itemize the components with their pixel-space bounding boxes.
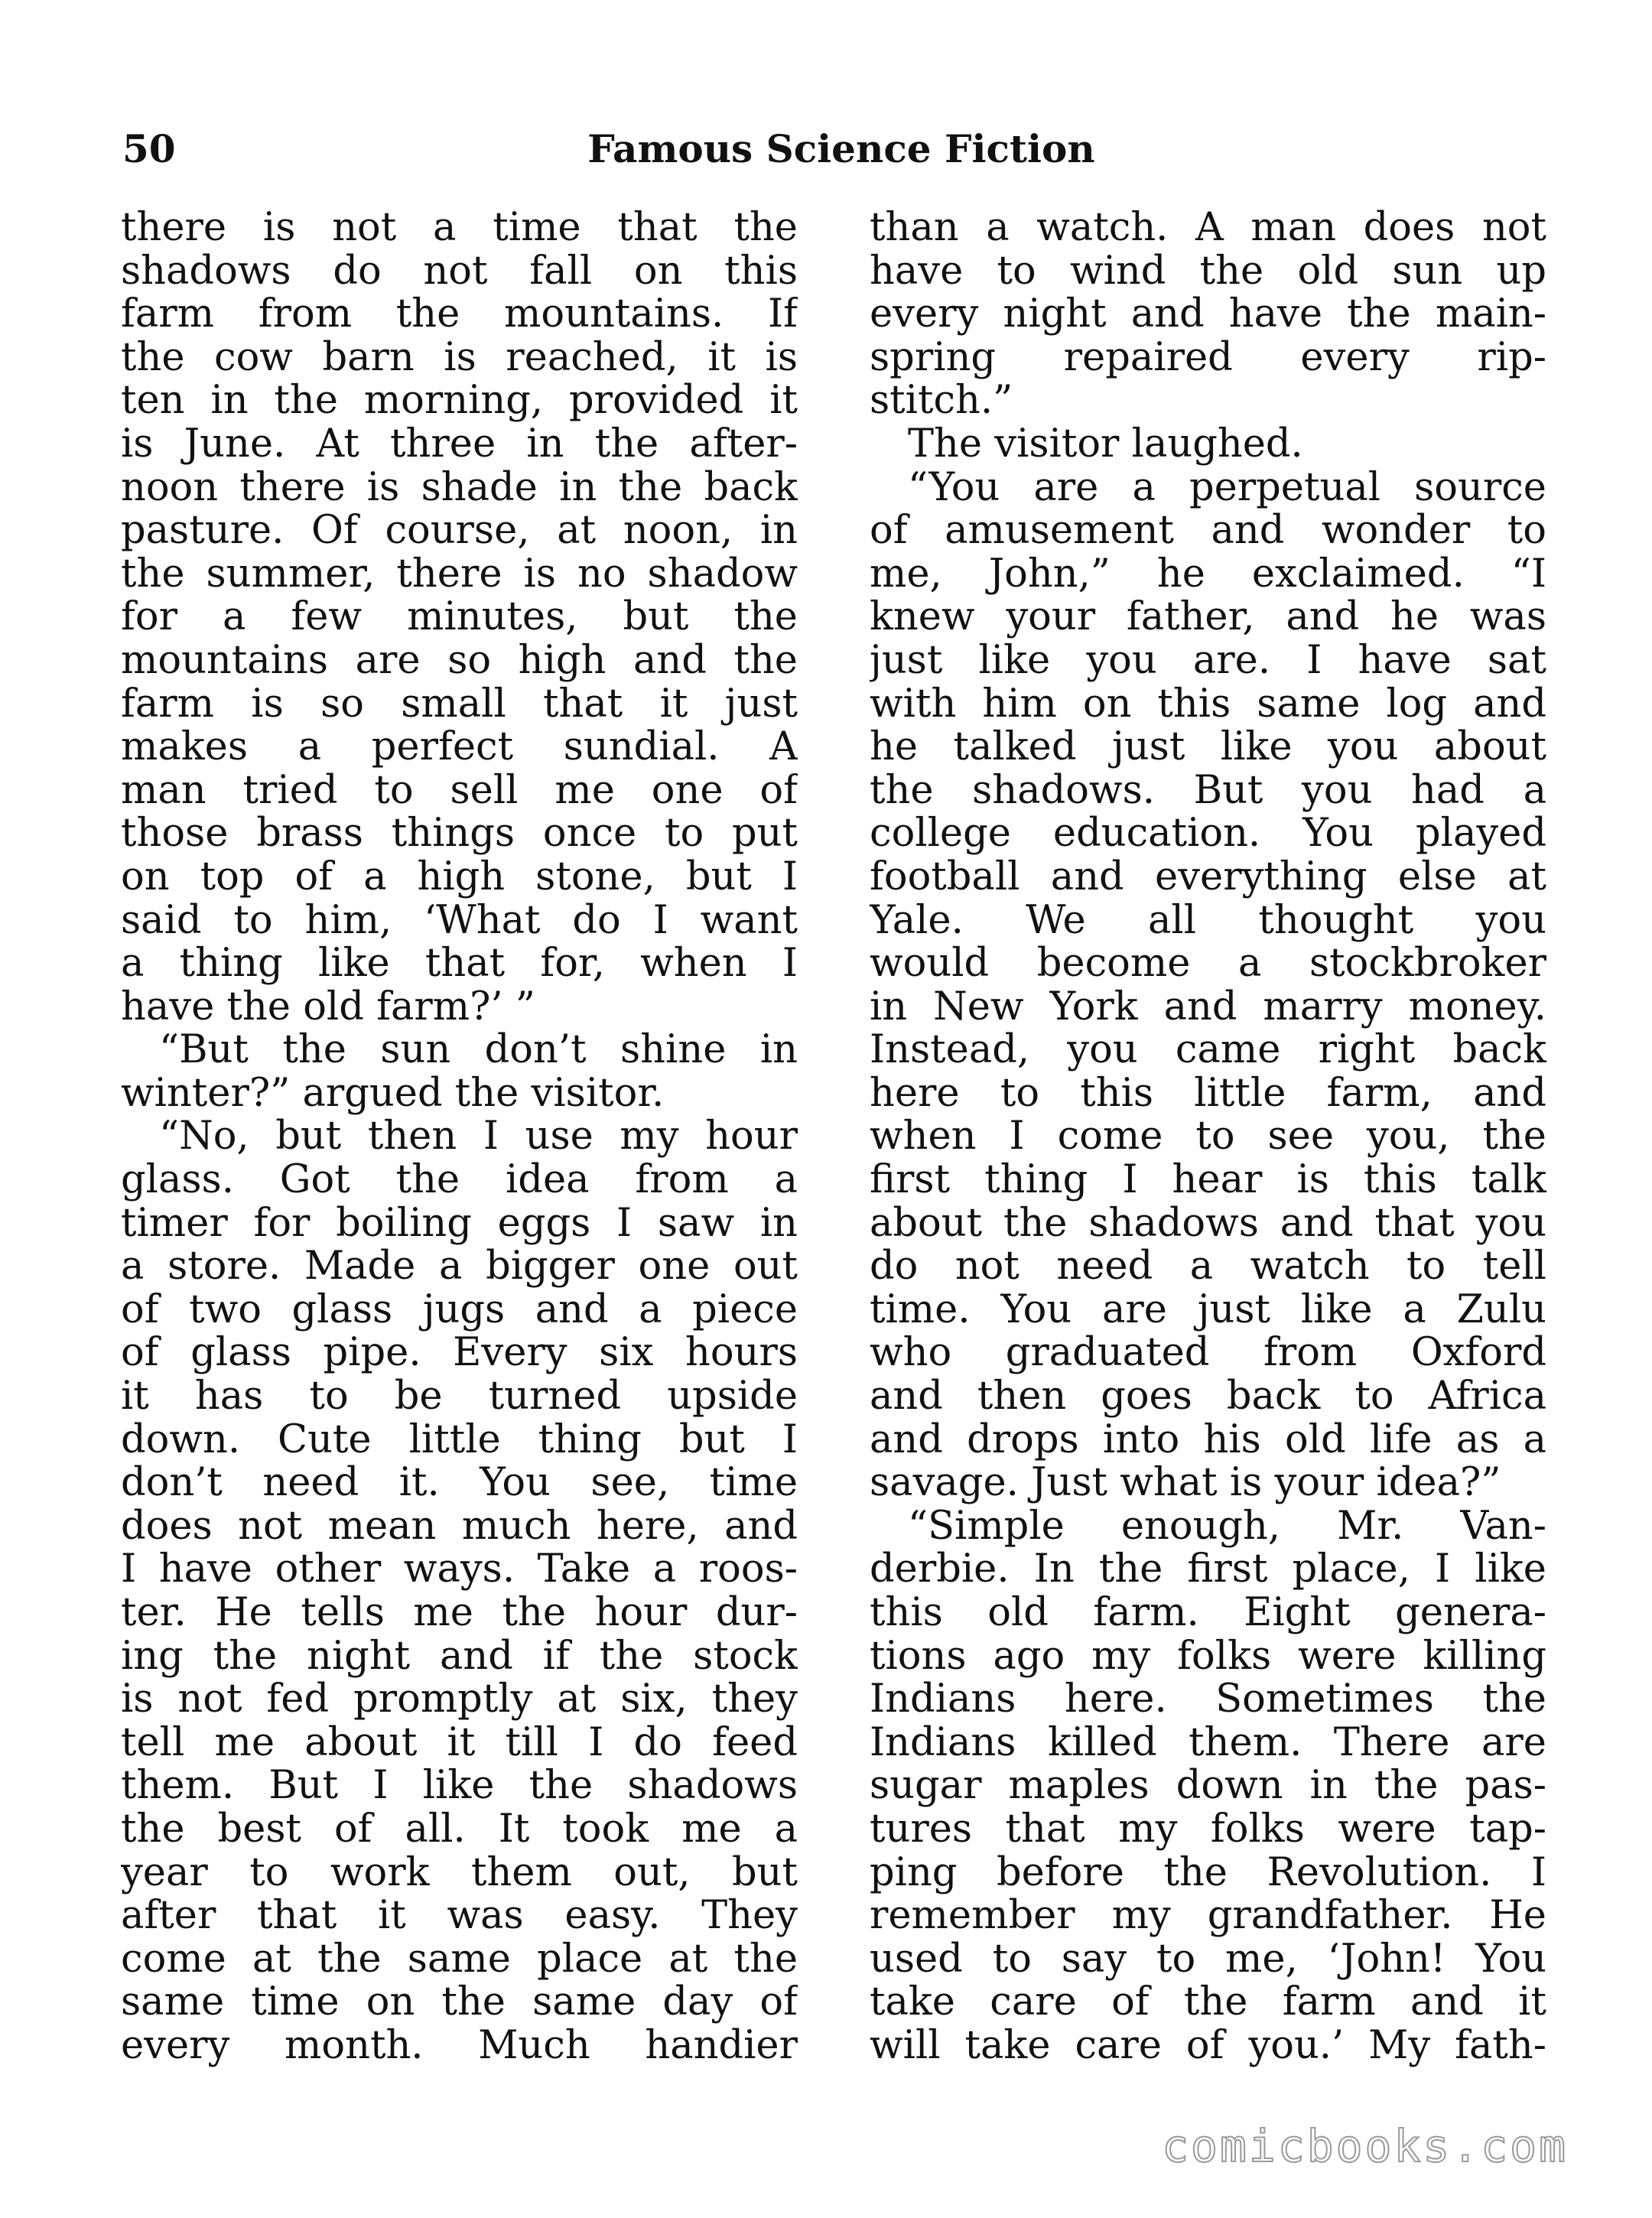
text-line: ing the night and if the stock [121,1634,798,1679]
text-line: for a few minutes, but the [121,596,798,639]
text-line: here to this little farm, and [870,1072,1546,1116]
text-line: and then goes back to Africa [870,1375,1546,1419]
text-line: it has to be turned upside [121,1375,798,1419]
text-line: first thing I hear is this talk [870,1159,1546,1202]
text-line: derbie. In the first place, I like [870,1548,1546,1592]
text-line: them. But I like the shadows [121,1764,798,1808]
text-line: savage. Just what is your idea?” [870,1462,1501,1505]
text-line: every night and have the main- [870,293,1546,337]
text-line: year to work them out, but [121,1851,798,1895]
running-header [122,119,1560,187]
text-line: Yale. We all thought you [870,899,1546,943]
text-line: who graduated from Oxford [870,1332,1546,1376]
text-line: have the old farm?’ ” [121,985,535,1029]
text-line: ter. He tells me the hour dur- [121,1592,798,1635]
text-line: mountains are so high and the [121,639,798,683]
text-line: “You are a perpetual source [908,466,1546,510]
text-line: tell me about it till I do feed [121,1721,798,1765]
text-line: winter?” argued the visitor. [121,1072,665,1116]
text-line: tions ago my folks were killing [870,1634,1546,1679]
text-line: about the shadows and that you [870,1202,1546,1246]
text-line: those brass things once to put [121,812,798,856]
text-line: makes a perfect sundial. A [121,726,798,769]
text-line: me, John,” he exclaimed. “I [870,552,1546,597]
text-line: he talked just like you about [870,726,1546,769]
text-line: don’t need it. You see, time [121,1462,798,1505]
text-line: knew your father, and he was [870,596,1546,639]
text-line: than a watch. A man does not [870,207,1546,250]
text-line: shadows do not fall on this [121,249,798,294]
text-line: college education. You played [870,812,1546,856]
text-line: is June. At three in the after- [121,422,798,467]
text-line: of amusement and wonder to [870,509,1546,553]
text-line: of two glass jugs and a piece [121,1288,798,1332]
text-line: of glass pipe. Every six hours [121,1332,798,1376]
text-line: come at the same place at the [121,1937,798,1982]
text-line: Indians here. Sometimes the [870,1678,1546,1722]
text-line: timer for boiling eggs I saw in [121,1202,798,1246]
text-line: remember my grandfather. He [870,1894,1546,1938]
text-line: take care of the farm and it [870,1981,1546,2024]
text-line: used to say to me, ‘John! You [870,1937,1546,1982]
text-line: do not need a watch to tell [870,1245,1546,1289]
text-line: with him on this same log and [870,682,1546,727]
text-line: after that it was easy. They [121,1894,798,1938]
text-line: Indians killed them. There are [870,1721,1546,1765]
text-line: farm is so small that it just [121,682,798,727]
text-line: does not mean much here, and [121,1504,798,1549]
text-line: there is not a time that the [121,207,798,250]
text-line: on top of a high stone, but I [121,855,798,899]
text-line: down. Cute little thing but I [121,1418,798,1462]
text-line: time. You are just like a Zulu [870,1288,1546,1332]
text-line: in New York and marry money. [870,985,1546,1029]
text-line: Instead, you came right back [870,1029,1546,1072]
text-line: football and everything else at [870,855,1546,899]
text-line: a thing like that for, when I [121,942,798,986]
text-line: this old farm. Eight genera- [870,1592,1546,1635]
text-line: The visitor laughed. [908,422,1303,467]
text-line: farm from the mountains. If [121,293,798,337]
text-line: pasture. Of course, at noon, in [121,509,798,553]
text-line: “Simple enough, Mr. Van- [908,1504,1546,1549]
text-line: just like you are. I have sat [870,639,1546,683]
watermark: comicbooks.com [1162,2120,1568,2172]
text-line: tures that my folks were tap- [870,1807,1546,1852]
text-line: “But the sun don’t shine in [159,1029,798,1072]
text-line: ping before the Revolution. I [870,1851,1546,1895]
text-line: and drops into his old life as a [870,1418,1546,1462]
text-line: would become a stockbroker [870,942,1546,986]
text-line: I have other ways. Take a roos- [121,1548,798,1592]
text-line: sugar maples down in the pas- [870,1764,1546,1808]
text-line: man tried to sell me one of [121,769,798,813]
text-line: glass. Got the idea from a [121,1159,798,1202]
text-line: “No, but then I use my hour [159,1115,798,1159]
text-line: a store. Made a bigger one out [121,1245,798,1289]
text-line: same time on the same day of [121,1981,798,2024]
text-line: the shadows. But you had a [870,769,1546,813]
text-line: said to him, ‘What do I want [121,899,798,943]
text-line: when I come to see you, the [870,1115,1546,1159]
text-line: will take care of you.’ My fath- [870,2024,1546,2068]
text-line: the summer, there is no shadow [121,552,798,597]
text-line: ten in the morning, provided it [121,379,798,423]
page-number: 50 [122,126,176,171]
text-line: noon there is shade in the back [121,466,798,510]
text-line: stitch.” [870,379,1013,423]
text-line: spring repaired every rip- [870,336,1546,380]
text-line: the best of all. It took me a [121,1807,798,1852]
text-line: have to wind the old sun up [870,249,1546,294]
running-title: Famous Science Fiction [587,126,1095,171]
text-line: every month. Much handier [121,2024,798,2068]
text-column-left [121,207,798,2088]
text-line: is not fed promptly at six, they [121,1678,798,1722]
text-line: the cow barn is reached, it is [121,336,798,380]
text-column-right [870,207,1546,2088]
